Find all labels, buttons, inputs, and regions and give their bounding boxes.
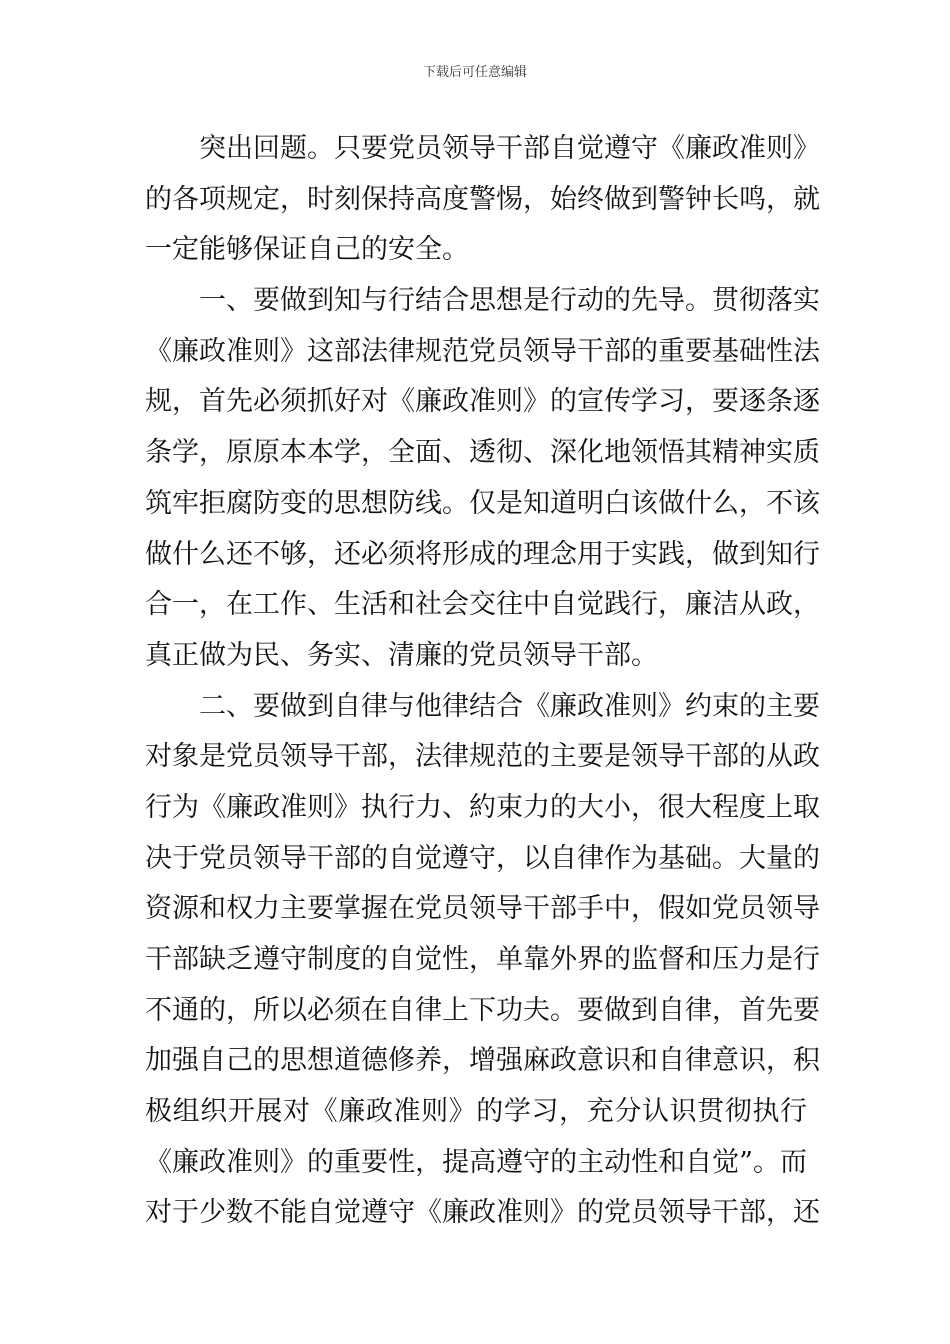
- text-line: 一定能够保证自己的安全。: [145, 234, 469, 266]
- text-line: 突出回题。只要党员领导干部自觉遵守《廉政准则》: [199, 133, 820, 164]
- text-line: 行为《廉政准则》执行力、約束力的大小，很大程度上取: [145, 791, 820, 823]
- text-line: 二、要做到自律与他律结合《廉政准则》约束的主要: [199, 690, 820, 722]
- document-body: [145, 124, 820, 1239]
- text-line: 《廉政准则》这部法律规范党员领导干部的重要基础性法: [145, 335, 820, 367]
- text-line: 合一，在工作、生活和社会交往中自觉践行，廉洁从政，: [145, 589, 820, 621]
- text-line: 不通的，所以必须在自律上下功夫。要做到自律，首先要: [145, 994, 820, 1026]
- text-line: 对象是党员领导干部，法律规范的主要是领导干部的从政: [145, 741, 820, 773]
- text-line: 筑牢拒腐防变的思想防线。仅是知道明白该做什么，不该: [145, 487, 820, 519]
- text-line: 极组织开展对《廉政准则》的学习，充分认识贯彻执行: [145, 1096, 807, 1128]
- text-line: 的各项规定，时刻保持高度警惕，始终做到警钟长鸣，就: [145, 183, 820, 215]
- text-line: 资源和权力主要掌握在党员领导干部手中，假如党员领导: [145, 893, 820, 925]
- text-line: 做什么还不够，还必须将形成的理念用于实践，做到知行: [145, 538, 820, 570]
- text-line: 规，首先必须抓好对《廉政准则》的宣传学习，要逐条逐: [145, 386, 820, 418]
- text-line: 《廉政准则》的重要性，提高遵守的主动性和自觉”。而: [145, 1146, 807, 1178]
- text-line: 决于党员领导干部的自觉遵守，以自律作为基础。大量的: [145, 842, 820, 874]
- text-line: 干部缺乏遵守制度的自觉性，单靠外界的监督和压力是行: [145, 944, 820, 975]
- page-header-note: 下载后可任意编辑: [422, 65, 527, 80]
- text-line: 一、要做到知与行结合思想是行动的先导。贯彻落实: [199, 285, 820, 317]
- text-line: 加强自己的思想道德修养，增强麻政意识和自律意识，积: [145, 1045, 820, 1077]
- text-line: 对于少数不能自觉遵守《廉政准则》的党员领导干部，还: [145, 1197, 820, 1229]
- text-line: 真正做为民、务实、清廉的党员领导干部。: [145, 639, 658, 671]
- text-line: 条学，原原本本学，全面、透彻、深化地领悟其精神实质: [145, 437, 820, 469]
